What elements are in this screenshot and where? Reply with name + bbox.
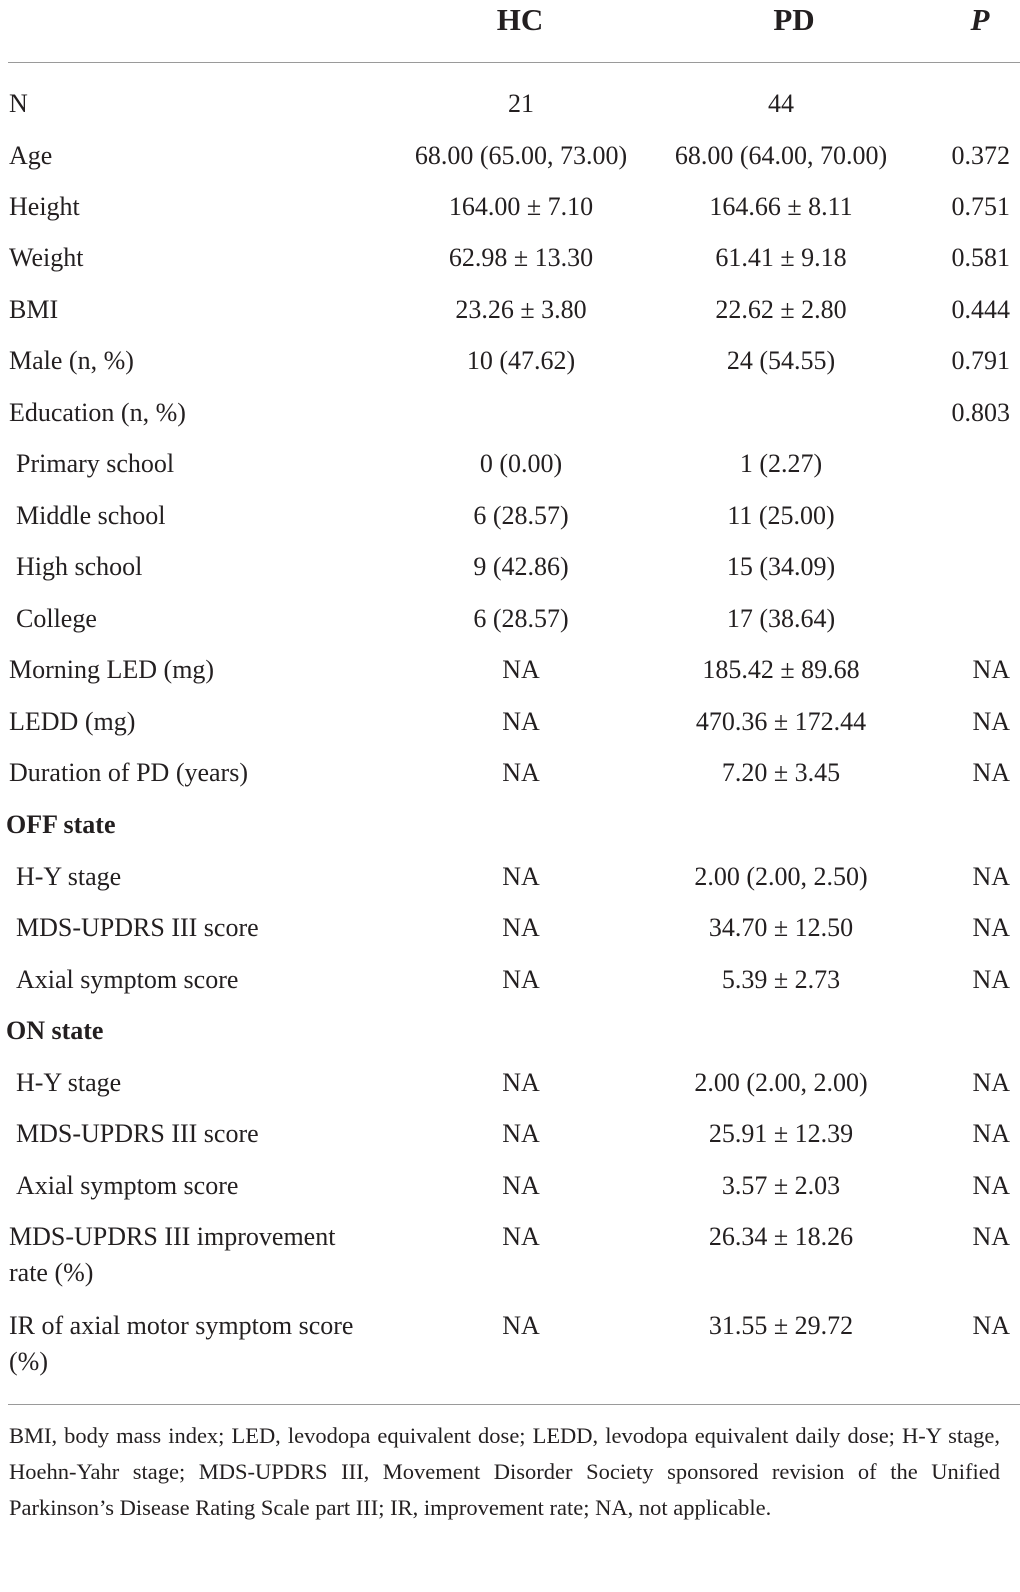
pd-value: 44 bbox=[768, 89, 794, 118]
p-value: NA bbox=[972, 1068, 1010, 1097]
hc-value: NA bbox=[502, 862, 540, 891]
pd-value: 1 (2.27) bbox=[739, 449, 823, 478]
row-label: Male (n, %) bbox=[9, 346, 134, 375]
row-label: Height bbox=[9, 192, 80, 221]
pd-value: 3.57 ± 2.03 bbox=[721, 1171, 841, 1200]
p-value: NA bbox=[972, 758, 1010, 787]
row-label: MDS-UPDRS III improvement rate (%) bbox=[9, 1222, 336, 1287]
hc-value: 9 (42.86) bbox=[473, 552, 569, 581]
header-pd: PD bbox=[773, 2, 815, 37]
p-value: NA bbox=[972, 1171, 1010, 1200]
row-label: ON state bbox=[6, 1016, 104, 1045]
pd-value: 2.00 (2.00, 2.00) bbox=[694, 1068, 868, 1097]
row-label: BMI bbox=[9, 295, 59, 324]
p-value: NA bbox=[972, 862, 1010, 891]
p-value: 0.791 bbox=[951, 346, 1010, 375]
pd-value: 7.20 ± 3.45 bbox=[721, 758, 841, 787]
pd-value: 2.00 (2.00, 2.50) bbox=[694, 862, 868, 891]
row-label: Education (n, %) bbox=[9, 398, 186, 427]
row-label: MDS-UPDRS III score bbox=[16, 913, 259, 942]
pd-value: 164.66 ± 8.11 bbox=[709, 192, 853, 221]
hc-value: 164.00 ± 7.10 bbox=[448, 192, 594, 221]
hc-value: 68.00 (65.00, 73.00) bbox=[414, 141, 628, 170]
footnote: BMI, body mass index; LED, levodopa equivalent dose; LEDD, levodopa equivalent daily dose; H-Y stage, Hoehn-Yahr stage; MDS-UPDRS III, Movement Disorder Society sponsored revision of the Unified Parkinson’s Disease Rating Scale part III; IR, improvement rate; NA, not applicable. bbox=[9, 1423, 1000, 1520]
hc-value: NA bbox=[502, 913, 540, 942]
row-label: LEDD (mg) bbox=[9, 707, 136, 736]
row-label: N bbox=[9, 89, 28, 118]
pd-value: 22.62 ± 2.80 bbox=[715, 295, 847, 324]
p-value: NA bbox=[972, 965, 1010, 994]
hc-value: NA bbox=[502, 1068, 540, 1097]
p-value: NA bbox=[972, 1222, 1010, 1251]
pd-value: 15 (34.09) bbox=[726, 552, 836, 581]
pd-value: 26.34 ± 18.26 bbox=[708, 1222, 854, 1251]
hc-value: 0 (0.00) bbox=[479, 449, 563, 478]
pd-value: 5.39 ± 2.73 bbox=[721, 965, 841, 994]
p-value: 0.372 bbox=[951, 141, 1010, 170]
row-label: MDS-UPDRS III score bbox=[16, 1119, 259, 1148]
pd-value: 24 (54.55) bbox=[726, 346, 836, 375]
p-value: NA bbox=[972, 913, 1010, 942]
hc-value: 10 (47.62) bbox=[466, 346, 576, 375]
row-label: Middle school bbox=[16, 501, 166, 530]
row-label: Age bbox=[9, 141, 53, 170]
bottom-rule bbox=[8, 1404, 1020, 1405]
p-value: 0.581 bbox=[951, 243, 1010, 272]
hc-value: NA bbox=[502, 1119, 540, 1148]
p-value: 0.803 bbox=[951, 398, 1010, 427]
row-label: Primary school bbox=[16, 449, 175, 478]
row-label: College bbox=[16, 604, 97, 633]
hc-value: NA bbox=[502, 1222, 540, 1251]
p-value: 0.751 bbox=[951, 192, 1010, 221]
row-label: OFF state bbox=[6, 810, 116, 839]
pd-value: 68.00 (64.00, 70.00) bbox=[674, 141, 888, 170]
top-rule bbox=[8, 62, 1020, 63]
p-value: NA bbox=[972, 707, 1010, 736]
hc-value: 21 bbox=[508, 89, 534, 118]
row-label: H-Y stage bbox=[16, 1068, 122, 1097]
hc-value: NA bbox=[502, 758, 540, 787]
p-value: NA bbox=[972, 1119, 1010, 1148]
pd-value: 11 (25.00) bbox=[727, 501, 835, 530]
pd-value: 31.55 ± 29.72 bbox=[708, 1311, 854, 1340]
row-label: High school bbox=[16, 552, 143, 581]
row-label: Axial symptom score bbox=[16, 965, 239, 994]
pd-value: 470.36 ± 172.44 bbox=[695, 707, 867, 736]
hc-value: NA bbox=[502, 1171, 540, 1200]
row-label: H-Y stage bbox=[16, 862, 122, 891]
pd-value: 34.70 ± 12.50 bbox=[708, 913, 854, 942]
p-value: NA bbox=[972, 655, 1010, 684]
pd-value: 185.42 ± 89.68 bbox=[702, 655, 860, 684]
pd-value: 17 (38.64) bbox=[726, 604, 836, 633]
hc-value: NA bbox=[502, 965, 540, 994]
hc-value: 6 (28.57) bbox=[473, 604, 569, 633]
p-value: NA bbox=[972, 1311, 1010, 1340]
hc-value: 62.98 ± 13.30 bbox=[448, 243, 594, 272]
hc-value: NA bbox=[502, 707, 540, 736]
header-p: P bbox=[970, 2, 990, 37]
header-hc: HC bbox=[496, 2, 544, 37]
hc-value: NA bbox=[502, 655, 540, 684]
p-value: 0.444 bbox=[951, 295, 1010, 324]
row-label: Duration of PD (years) bbox=[9, 758, 248, 787]
hc-value: 23.26 ± 3.80 bbox=[455, 295, 587, 324]
hc-value: NA bbox=[502, 1311, 540, 1340]
hc-value: 6 (28.57) bbox=[473, 501, 569, 530]
row-label: Axial symptom score bbox=[16, 1171, 239, 1200]
row-label: Weight bbox=[9, 243, 84, 272]
row-label: IR of axial motor symptom score (%) bbox=[9, 1311, 354, 1376]
row-label: Morning LED (mg) bbox=[9, 655, 215, 684]
pd-value: 61.41 ± 9.18 bbox=[715, 243, 847, 272]
pd-value: 25.91 ± 12.39 bbox=[708, 1119, 854, 1148]
